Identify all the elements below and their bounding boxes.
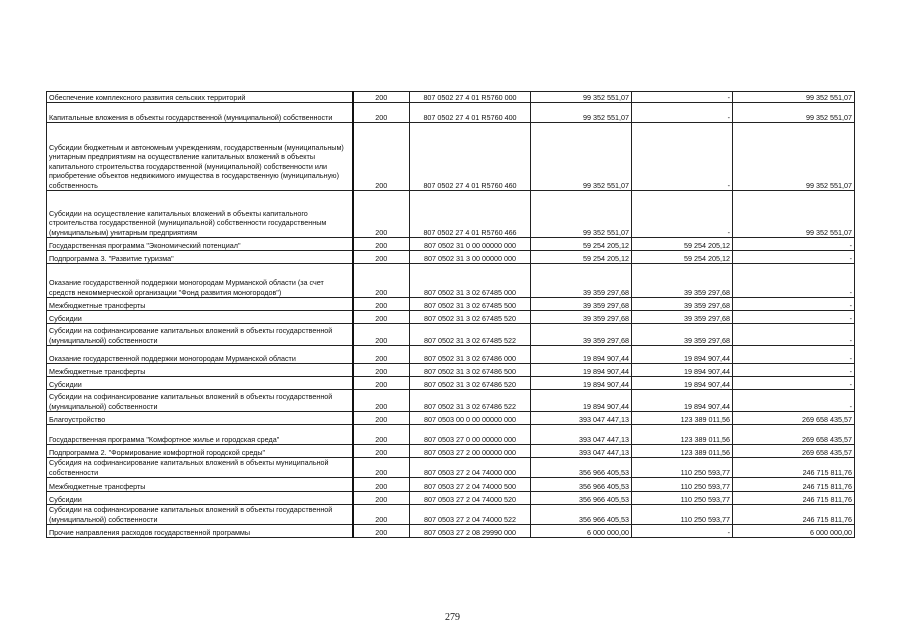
- row-amount-2: 123 389 011,56: [632, 412, 733, 425]
- table-row: [47, 238, 855, 251]
- table-row: [47, 264, 855, 298]
- table-row: [47, 458, 855, 478]
- row-amount-3: 246 715 811,76: [733, 505, 855, 525]
- table-row: [47, 324, 855, 346]
- row-name: Субсидии на софинансирование капитальных вложений в объекты государственной (муниципальной) собственности: [47, 505, 353, 525]
- row-classification-code: 807 0502 27 4 01 R5760 466: [410, 191, 531, 238]
- row-amount-2: 123 389 011,56: [632, 425, 733, 445]
- budget-table-body: [47, 92, 855, 538]
- row-classification-code: 807 0503 27 2 00 00000 000: [410, 445, 531, 458]
- row-name: Субсидии бюджетным и автономным учреждениям, государственным (муниципальным) унитарным предприятиям на осуществление капитальных вложений в объекты капитального строительства государственной (муниципальной) собственности или приобретение объектов недвижимого имущества в государственную (муниципальную) собственность: [47, 123, 353, 191]
- row-amount-3: 269 658 435,57: [733, 425, 855, 445]
- row-amount-3: -: [733, 390, 855, 412]
- table-row: [47, 364, 855, 377]
- row-total-amount: 19 894 907,44: [531, 390, 632, 412]
- row-amount-3: 99 352 551,07: [733, 123, 855, 191]
- row-grbs-code: 200: [353, 458, 410, 478]
- row-total-amount: 19 894 907,44: [531, 346, 632, 364]
- row-amount-2: -: [632, 103, 733, 123]
- table-row: [47, 346, 855, 364]
- table-row: [47, 525, 855, 538]
- row-total-amount: 99 352 551,07: [531, 191, 632, 238]
- row-total-amount: 39 359 297,68: [531, 324, 632, 346]
- row-amount-3: -: [733, 298, 855, 311]
- row-amount-3: 269 658 435,57: [733, 445, 855, 458]
- row-amount-2: -: [632, 525, 733, 538]
- row-total-amount: 356 966 405,53: [531, 505, 632, 525]
- row-amount-3: 6 000 000,00: [733, 525, 855, 538]
- row-total-amount: 39 359 297,68: [531, 311, 632, 324]
- row-amount-2: 110 250 593,77: [632, 492, 733, 505]
- row-amount-2: -: [632, 123, 733, 191]
- row-classification-code: 807 0502 31 3 00 00000 000: [410, 251, 531, 264]
- row-classification-code: 807 0502 27 4 01 R5760 460: [410, 123, 531, 191]
- row-classification-code: 807 0502 27 4 01 R5760 400: [410, 103, 531, 123]
- table-row: [47, 505, 855, 525]
- row-classification-code: 807 0502 31 3 02 67486 520: [410, 377, 531, 390]
- row-name: Государственная программа "Комфортное жилье и городская среда": [47, 425, 353, 445]
- row-amount-3: 246 715 811,76: [733, 492, 855, 505]
- row-amount-2: 39 359 297,68: [632, 264, 733, 298]
- row-total-amount: 39 359 297,68: [531, 298, 632, 311]
- row-classification-code: 807 0502 31 3 02 67485 522: [410, 324, 531, 346]
- row-total-amount: 59 254 205,12: [531, 238, 632, 251]
- row-classification-code: 807 0502 31 3 02 67485 000: [410, 264, 531, 298]
- budget-table: [46, 91, 855, 538]
- row-classification-code: 807 0502 31 3 02 67486 000: [410, 346, 531, 364]
- row-grbs-code: 200: [353, 251, 410, 264]
- row-name: Субсидия на софинансирование капитальных вложений в объекты муниципальной собственности: [47, 458, 353, 478]
- row-grbs-code: 200: [353, 264, 410, 298]
- row-classification-code: 807 0503 27 2 04 74000 500: [410, 478, 531, 492]
- row-classification-code: 807 0503 00 0 00 00000 000: [410, 412, 531, 425]
- row-amount-3: -: [733, 346, 855, 364]
- table-row: [47, 311, 855, 324]
- table-row: [47, 478, 855, 492]
- row-total-amount: 6 000 000,00: [531, 525, 632, 538]
- row-amount-3: -: [733, 324, 855, 346]
- row-amount-3: -: [733, 377, 855, 390]
- table-row: [47, 412, 855, 425]
- row-amount-2: 39 359 297,68: [632, 311, 733, 324]
- row-total-amount: 393 047 447,13: [531, 445, 632, 458]
- row-total-amount: 19 894 907,44: [531, 364, 632, 377]
- row-grbs-code: 200: [353, 123, 410, 191]
- row-grbs-code: 200: [353, 103, 410, 123]
- row-total-amount: 356 966 405,53: [531, 478, 632, 492]
- row-amount-3: -: [733, 311, 855, 324]
- row-amount-3: 269 658 435,57: [733, 412, 855, 425]
- row-grbs-code: 200: [353, 92, 410, 103]
- row-grbs-code: 200: [353, 377, 410, 390]
- row-amount-3: 99 352 551,07: [733, 92, 855, 103]
- row-name: Оказание государственной поддержки моногородам Мурманской области: [47, 346, 353, 364]
- row-amount-3: 99 352 551,07: [733, 103, 855, 123]
- row-name: Благоустройство: [47, 412, 353, 425]
- row-amount-2: 59 254 205,12: [632, 251, 733, 264]
- table-row: [47, 492, 855, 505]
- row-amount-3: -: [733, 264, 855, 298]
- row-name: Межбюджетные трансферты: [47, 298, 353, 311]
- table-row: [47, 298, 855, 311]
- row-amount-3: -: [733, 251, 855, 264]
- row-grbs-code: 200: [353, 324, 410, 346]
- row-grbs-code: 200: [353, 492, 410, 505]
- row-amount-2: 123 389 011,56: [632, 445, 733, 458]
- table-row: [47, 123, 855, 191]
- row-name: Субсидии на софинансирование капитальных вложений в объекты государственной (муниципальной) собственности: [47, 324, 353, 346]
- row-name: Субсидии на осуществление капитальных вложений в объекты капитального строительства государственной (муниципальной) собственности государственным (муниципальным) унитарным предприятиям: [47, 191, 353, 238]
- row-classification-code: 807 0502 27 4 01 R5760 000: [410, 92, 531, 103]
- table-row: [47, 251, 855, 264]
- row-name: Субсидии на софинансирование капитальных вложений в объекты государственной (муниципальной) собственности: [47, 390, 353, 412]
- row-amount-2: 110 250 593,77: [632, 458, 733, 478]
- row-grbs-code: 200: [353, 238, 410, 251]
- row-grbs-code: 200: [353, 364, 410, 377]
- row-classification-code: 807 0503 27 0 00 00000 000: [410, 425, 531, 445]
- row-name: Субсидии: [47, 311, 353, 324]
- row-amount-3: 99 352 551,07: [733, 191, 855, 238]
- row-name: Межбюджетные трансферты: [47, 478, 353, 492]
- row-grbs-code: 200: [353, 390, 410, 412]
- table-row: [47, 425, 855, 445]
- table-row: [47, 390, 855, 412]
- row-name: Субсидии: [47, 492, 353, 505]
- row-amount-2: 19 894 907,44: [632, 377, 733, 390]
- row-amount-2: 59 254 205,12: [632, 238, 733, 251]
- row-amount-2: 110 250 593,77: [632, 478, 733, 492]
- row-amount-2: 39 359 297,68: [632, 298, 733, 311]
- row-name: Капитальные вложения в объекты государственной (муниципальной) собственности: [47, 103, 353, 123]
- table-row: [47, 92, 855, 103]
- row-amount-3: 246 715 811,76: [733, 478, 855, 492]
- row-grbs-code: 200: [353, 298, 410, 311]
- row-grbs-code: 200: [353, 525, 410, 538]
- row-grbs-code: 200: [353, 505, 410, 525]
- row-grbs-code: 200: [353, 311, 410, 324]
- row-grbs-code: 200: [353, 425, 410, 445]
- row-total-amount: 99 352 551,07: [531, 123, 632, 191]
- row-amount-2: 110 250 593,77: [632, 505, 733, 525]
- row-classification-code: 807 0502 31 0 00 00000 000: [410, 238, 531, 251]
- table-row: [47, 377, 855, 390]
- row-grbs-code: 200: [353, 412, 410, 425]
- row-name: Подпрограмма 2. "Формирование комфортной городской среды": [47, 445, 353, 458]
- page-number: 279: [445, 612, 460, 623]
- row-amount-2: 19 894 907,44: [632, 364, 733, 377]
- row-total-amount: 39 359 297,68: [531, 264, 632, 298]
- row-total-amount: 393 047 447,13: [531, 425, 632, 445]
- table-row: [47, 103, 855, 123]
- row-amount-2: 19 894 907,44: [632, 346, 733, 364]
- row-classification-code: 807 0503 27 2 04 74000 520: [410, 492, 531, 505]
- row-classification-code: 807 0503 27 2 04 74000 522: [410, 505, 531, 525]
- row-total-amount: 99 352 551,07: [531, 103, 632, 123]
- row-classification-code: 807 0502 31 3 02 67485 520: [410, 311, 531, 324]
- row-total-amount: 356 966 405,53: [531, 492, 632, 505]
- row-name: Подпрограмма 3. "Развитие туризма": [47, 251, 353, 264]
- row-amount-3: 246 715 811,76: [733, 458, 855, 478]
- row-amount-2: -: [632, 191, 733, 238]
- row-classification-code: 807 0502 31 3 02 67486 522: [410, 390, 531, 412]
- row-classification-code: 807 0503 27 2 08 29990 000: [410, 525, 531, 538]
- row-amount-2: -: [632, 92, 733, 103]
- row-classification-code: 807 0503 27 2 04 74000 000: [410, 458, 531, 478]
- row-classification-code: 807 0502 31 3 02 67485 500: [410, 298, 531, 311]
- row-grbs-code: 200: [353, 191, 410, 238]
- row-grbs-code: 200: [353, 478, 410, 492]
- row-name: Обеспечение комплексного развития сельских территорий: [47, 92, 353, 103]
- row-total-amount: 356 966 405,53: [531, 458, 632, 478]
- row-amount-3: -: [733, 238, 855, 251]
- row-grbs-code: 200: [353, 445, 410, 458]
- row-total-amount: 19 894 907,44: [531, 377, 632, 390]
- row-amount-2: 19 894 907,44: [632, 390, 733, 412]
- row-classification-code: 807 0502 31 3 02 67486 500: [410, 364, 531, 377]
- row-name: Оказание государственной поддержки моногородам Мурманской области (за счет средств некоммерческой организации "Фонд развития моногородов"): [47, 264, 353, 298]
- row-total-amount: 99 352 551,07: [531, 92, 632, 103]
- row-amount-2: 39 359 297,68: [632, 324, 733, 346]
- row-total-amount: 393 047 447,13: [531, 412, 632, 425]
- row-name: Прочие направления расходов государственной программы: [47, 525, 353, 538]
- table-row: [47, 445, 855, 458]
- row-amount-3: -: [733, 364, 855, 377]
- row-name: Межбюджетные трансферты: [47, 364, 353, 377]
- table-row: [47, 191, 855, 238]
- row-name: Субсидии: [47, 377, 353, 390]
- row-total-amount: 59 254 205,12: [531, 251, 632, 264]
- row-name: Государственная программа "Экономический потенциал": [47, 238, 353, 251]
- row-grbs-code: 200: [353, 346, 410, 364]
